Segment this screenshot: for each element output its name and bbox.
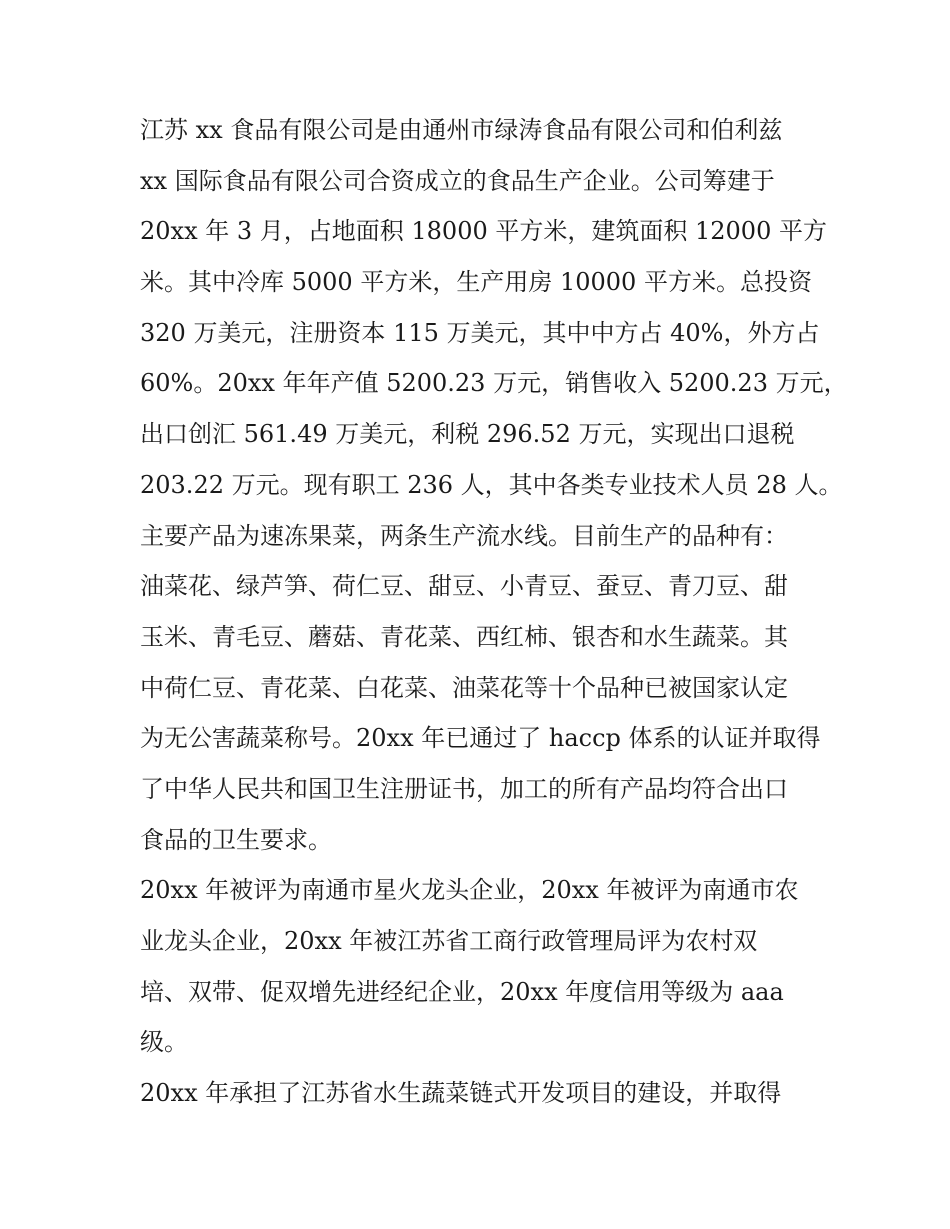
text-line: 培、双带、促双增先进经纪企业，20xx 年度信用等级为 aaa [140, 977, 784, 1006]
text-line: xx 国际食品有限公司合资成立的食品生产企业。公司筹建于 [140, 166, 775, 195]
text-line: 油菜花、绿芦笋、荷仁豆、甜豆、小青豆、蚕豆、青刀豆、甜 [140, 572, 788, 601]
text-line: 60%。20xx 年年产值 5200.23 万元，销售收入 5200.23 万元， [140, 369, 848, 398]
text-line: 级。 [140, 1028, 188, 1057]
text-line: 玉米、青毛豆、蘑菇、青花菜、西红柿、银杏和水生蔬菜。其 [140, 622, 788, 651]
text-line: 业龙头企业，20xx 年被江苏省工商行政管理局评为农村双 [140, 927, 758, 955]
text-line: 米。其中冷库 5000 平方米，生产用房 10000 平方米。总投资 [140, 268, 812, 297]
text-line: 食品的卫生要求。 [140, 825, 332, 854]
text-line: 20xx 年 3 月，占地面积 18000 平方米，建筑面积 12000 平方 [140, 217, 827, 246]
document-body [140, 105, 848, 1119]
text-line: 江苏 xx 食品有限公司是由通州市绿涛食品有限公司和伯利兹 [140, 116, 783, 144]
text-line: 了中华人民共和国卫生注册证书，加工的所有产品均符合出口 [140, 774, 788, 803]
text-line: 为无公害蔬菜称号。20xx 年已通过了 haccp 体系的认证并取得 [140, 724, 821, 753]
text-line: 20xx 年被评为南通市星火龙头企业，20xx 年被评为南通市农 [140, 876, 799, 905]
text-line: 中荷仁豆、青花菜、白花菜、油菜花等十个品种已被国家认定 [140, 673, 788, 702]
text-line: 20xx 年承担了江苏省水生蔬菜链式开发项目的建设，并取得 [140, 1079, 782, 1108]
text-line: 320 万美元，注册资本 115 万美元，其中中方占 40%，外方占 [140, 318, 820, 347]
text-line: 出口创汇 561.49 万美元，利税 296.52 万元，实现出口退税 [140, 420, 795, 449]
text-line: 203.22 万元。现有职工 236 人，其中各类专业技术人员 28 人。 [140, 470, 843, 499]
text-line: 主要产品为速冻果菜，两条生产流水线。目前生产的品种有： [140, 521, 788, 550]
